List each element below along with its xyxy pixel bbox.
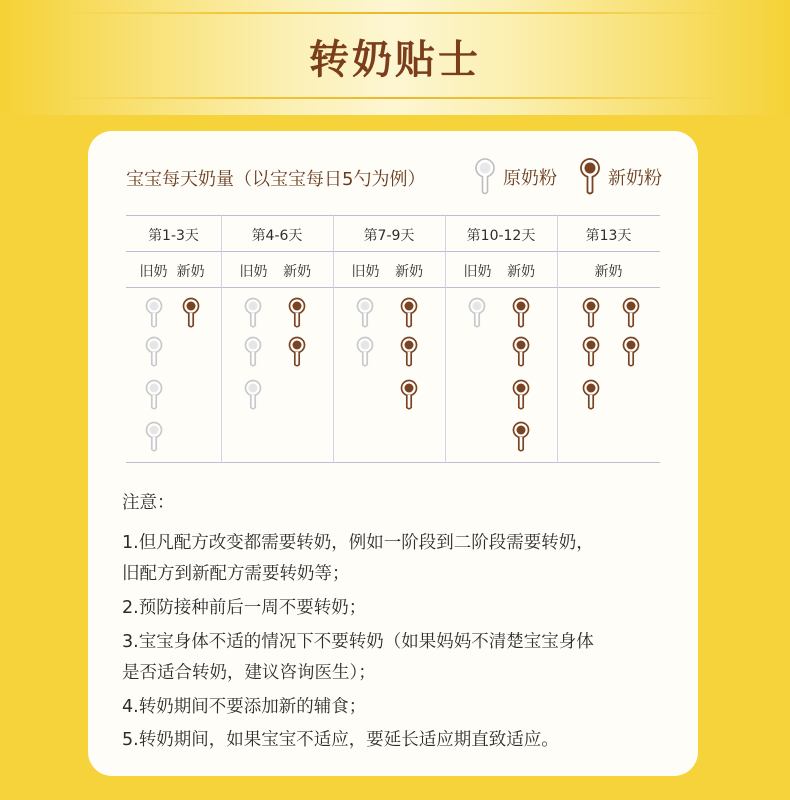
new-formula-column-label: 新奶 [283,264,312,280]
old-formula-spoon-icon [355,297,375,329]
new-formula-spoon-icon [621,297,641,329]
legend-old-label: 原奶粉 [503,168,557,189]
note-line: 是否适合转奶，建议咨询医生）； [122,663,376,683]
table-rule-subheader [126,287,660,288]
new-formula-spoon-icon [581,336,601,368]
notes-heading: 注意： [122,493,175,513]
new-formula-column-label: 新奶 [507,264,536,280]
legend-description: 宝宝每天奶量（以宝宝每日5勺为例） [126,169,426,190]
new-formula-spoon-icon [181,297,201,329]
new-formula-spoon-icon [621,336,641,368]
header-top-rule [60,12,730,14]
table-column-divider [557,215,558,463]
old-formula-spoon-icon [243,297,263,329]
old-formula-spoon-icon [144,421,164,453]
table-rule-bottom [126,462,660,463]
new-formula-spoon-icon [511,297,531,329]
old-formula-column-label: 旧奶 [351,264,380,280]
day-range-label: 第1-3天 [148,228,199,244]
header-bottom-rule [60,97,730,99]
note-line: 5.转奶期间，如果宝宝不适应，要延长适应期直致适应。 [122,730,559,750]
new-formula-spoon-icon [581,379,601,411]
table-column-divider [333,215,334,463]
old-formula-spoon-icon [144,379,164,411]
old-formula-spoon-icon [144,297,164,329]
table-rule-top [126,215,660,216]
new-formula-spoon-icon [287,297,307,329]
new-formula-spoon-icon [399,336,419,368]
old-formula-spoon-icon [467,297,487,329]
new-spoon-icon [578,157,602,197]
schedule-table [126,215,660,463]
day-range-label: 第7-9天 [363,228,415,244]
tips-card [88,131,698,776]
new-formula-column-label: 新奶 [176,264,205,280]
page-title: 转奶贴士 [309,37,481,83]
note-line: 4.转奶期间不要添加新的辅食； [122,697,367,717]
old-formula-column-label: 旧奶 [239,264,268,280]
table-rule-header [126,251,660,252]
new-formula-spoon-icon [511,379,531,411]
new-formula-column-label: 新奶 [594,264,623,280]
old-formula-spoon-icon [243,379,263,411]
day-range-label: 第13天 [585,228,632,244]
table-column-divider [445,215,446,463]
old-formula-spoon-icon [355,336,375,368]
new-formula-spoon-icon [511,421,531,453]
note-line: 1.但凡配方改变都需要转奶，例如一阶段到二阶段需要转奶， [122,533,594,553]
new-formula-spoon-icon [399,297,419,329]
table-column-divider [221,215,222,463]
day-range-label: 第4-6天 [251,228,303,244]
legend-new-label: 新奶粉 [608,168,662,189]
new-formula-spoon-icon [581,297,601,329]
legend-new-formula [578,157,662,197]
note-line: 3.宝宝身体不适的情况下不要转奶（如果妈妈不清楚宝宝身体 [122,632,594,652]
new-formula-column-label: 新奶 [395,264,424,280]
new-formula-spoon-icon [287,336,307,368]
old-formula-spoon-icon [144,336,164,368]
note-line: 旧配方到新配方需要转奶等； [122,564,350,584]
old-spoon-icon [473,157,497,197]
day-range-label: 第10-12天 [466,228,536,244]
legend-old-formula [473,157,557,197]
old-formula-column-label: 旧奶 [463,264,492,280]
note-line: 2.预防接种前后一周不要转奶； [122,598,367,618]
new-formula-spoon-icon [399,379,419,411]
old-formula-column-label: 旧奶 [139,264,168,280]
old-formula-spoon-icon [243,336,263,368]
new-formula-spoon-icon [511,336,531,368]
